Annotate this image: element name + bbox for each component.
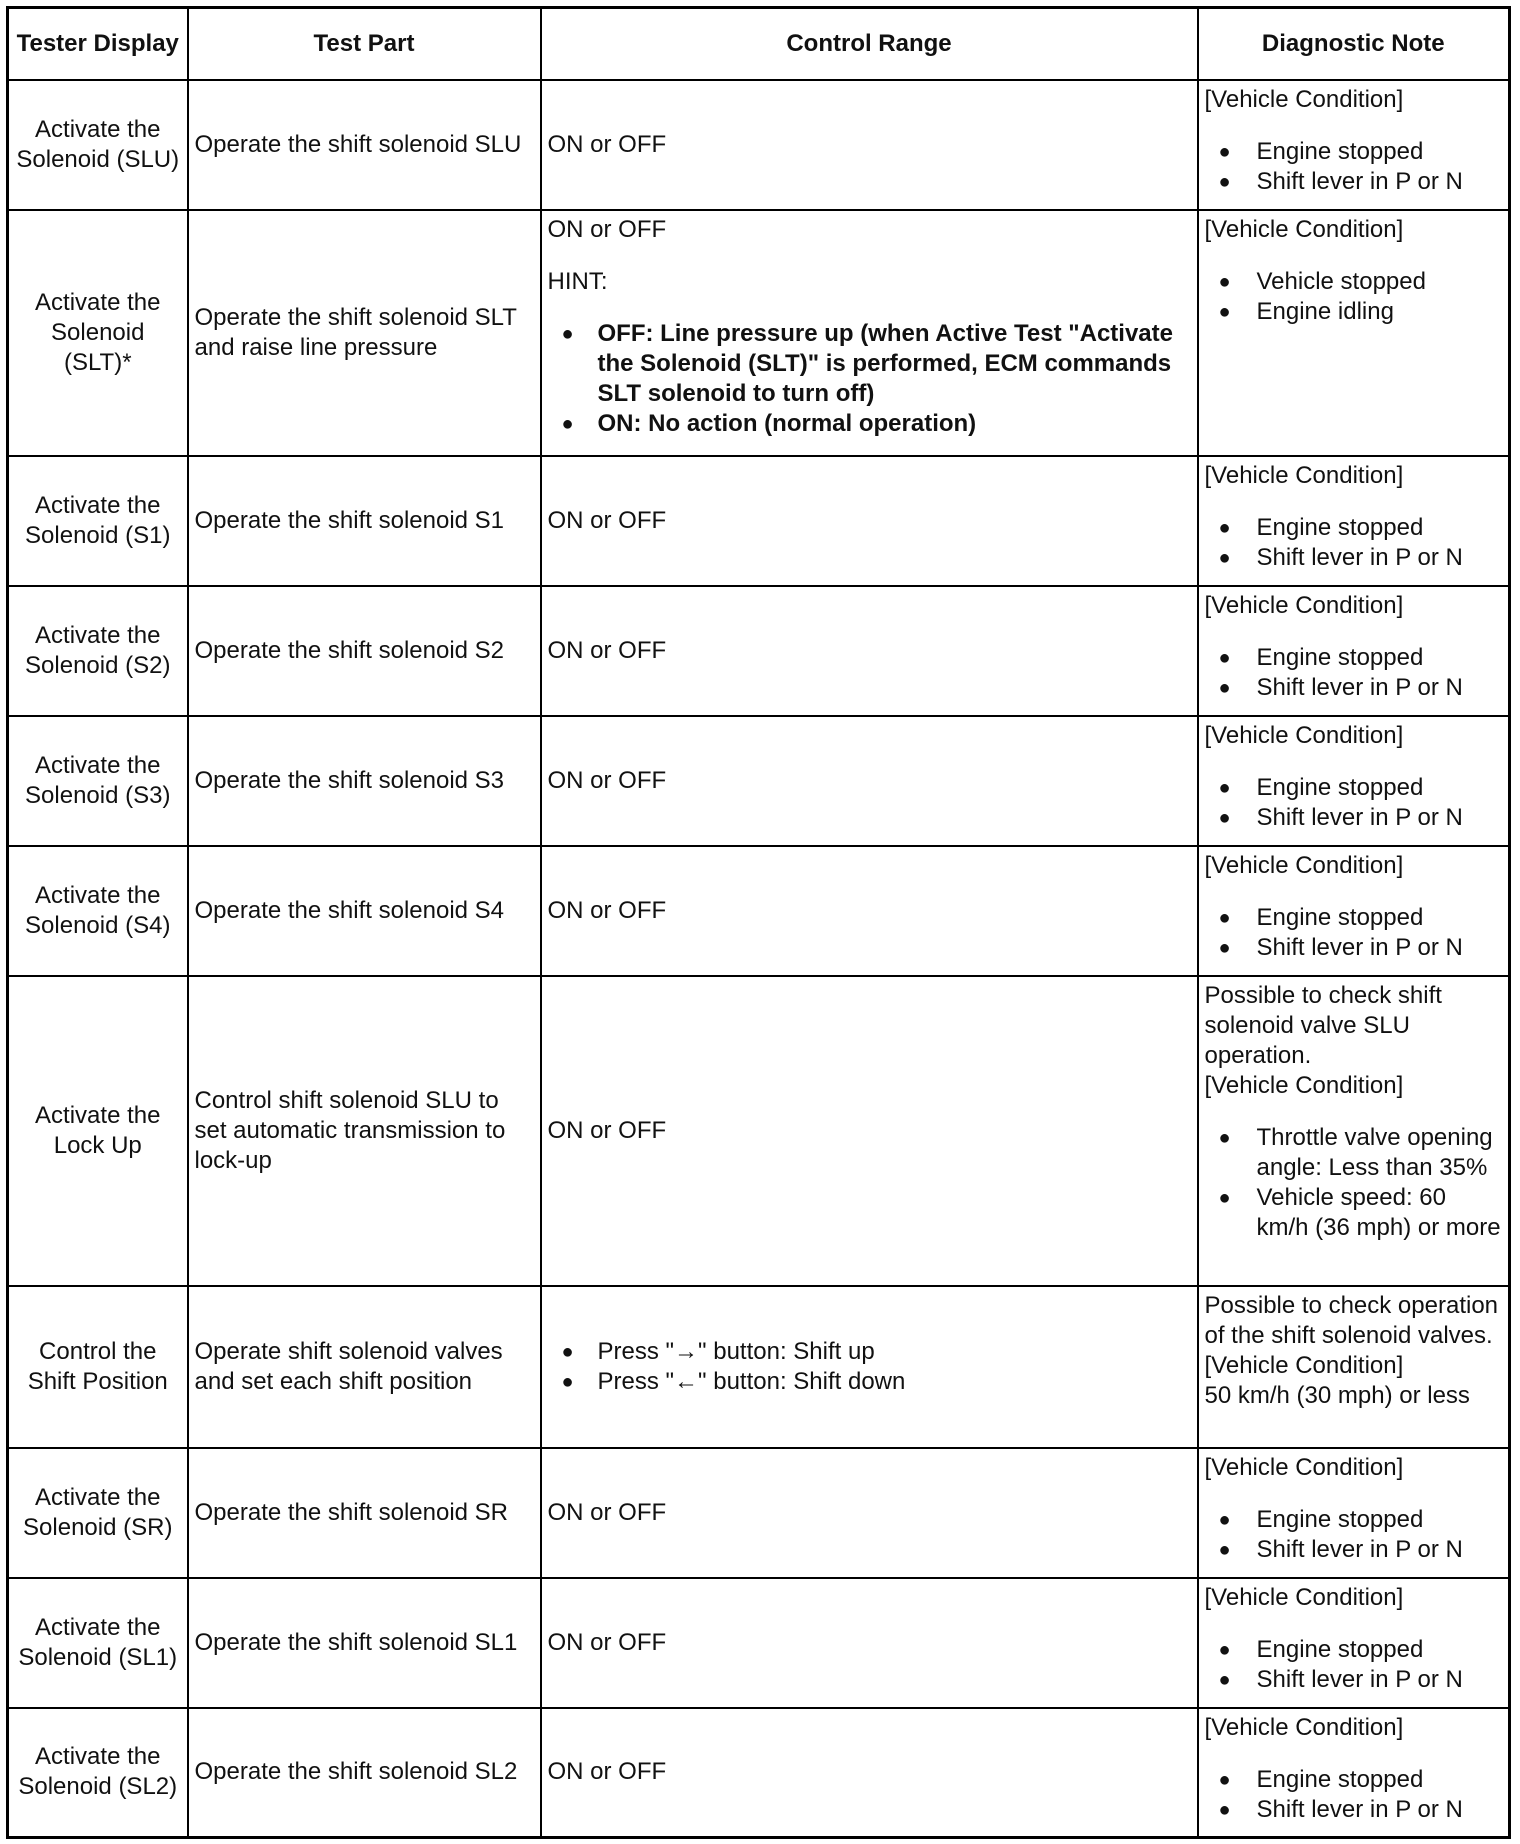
note-text: Possible to check shift solenoid valve SLU operation. (1204, 981, 1442, 1069)
condition-item: ● Shift lever in P or N (1205, 933, 1503, 963)
tester-display-cell: Activate the Solenoid (SLT)* (8, 210, 188, 456)
hint-list (548, 319, 1191, 439)
condition-list (1205, 903, 1503, 963)
test-part-cell: Control shift solenoid SLU to set automatic transmission to lock-up (188, 976, 541, 1286)
note-text: 50 km/h (30 mph) or less (1204, 1381, 1470, 1409)
control-range-cell (541, 1286, 1198, 1448)
control-range-cell (541, 846, 1198, 976)
vehicle-condition-label: [Vehicle Condition] (1204, 461, 1404, 489)
hint-item: ● ON: No action (normal operation) (548, 409, 1191, 439)
table-row (8, 1708, 1510, 1838)
diagnostic-note-cell (1198, 716, 1510, 846)
condition-item: ● Engine stopped (1205, 513, 1503, 543)
condition-item: ● Shift lever in P or N (1205, 1795, 1503, 1825)
hint-label: HINT: (547, 267, 608, 295)
header-row (8, 8, 1510, 80)
table-body (8, 80, 1510, 1838)
condition-item: ● Engine stopped (1205, 643, 1503, 673)
control-range-cell (541, 976, 1198, 1286)
tester-display-cell: Control the Shift Position (8, 1286, 188, 1448)
table-row (8, 456, 1510, 586)
spacer (1205, 245, 1503, 267)
diagnostic-note-cell (1198, 210, 1510, 456)
tester-display-cell: Activate the Solenoid (S4) (8, 846, 188, 976)
control-range-cell (541, 1708, 1198, 1838)
tester-display-cell: Activate the Solenoid (SL2) (8, 1708, 188, 1838)
condition-list (1205, 1505, 1503, 1565)
header-tester-display: Tester Display (8, 8, 188, 80)
test-part-cell: Operate the shift solenoid SLT and raise line pressure (188, 210, 541, 456)
note-text: Possible to check operation of the shift solenoid valves. (1204, 1291, 1499, 1349)
vehicle-condition-label: [Vehicle Condition] (1204, 591, 1404, 619)
control-range-value: ON or OFF (547, 215, 667, 243)
vehicle-condition-label: [Vehicle Condition] (1204, 215, 1404, 243)
condition-list (1205, 137, 1503, 197)
header-test-part: Test Part (188, 8, 541, 80)
control-range-cell (541, 210, 1198, 456)
control-range-value: ON or OFF (547, 636, 667, 664)
vehicle-condition-label: [Vehicle Condition] (1204, 851, 1404, 879)
test-part-cell: Operate the shift solenoid SL1 (188, 1578, 541, 1708)
tester-display-cell: Activate the Solenoid (S2) (8, 586, 188, 716)
test-part-cell: Operate shift solenoid valves and set each shift position (188, 1286, 541, 1448)
vehicle-condition-label: [Vehicle Condition] (1204, 1071, 1404, 1099)
condition-list (1205, 1765, 1503, 1825)
condition-item: ● Engine stopped (1205, 773, 1503, 803)
tester-display-cell: Activate the Solenoid (S3) (8, 716, 188, 846)
diagnostic-note-cell (1198, 1448, 1510, 1578)
condition-item: ● Shift lever in P or N (1205, 1535, 1503, 1565)
spacer (1205, 621, 1503, 643)
table-row (8, 716, 1510, 846)
control-range-cell (541, 80, 1198, 210)
tester-display-cell: Activate the Solenoid (S1) (8, 456, 188, 586)
tester-display-cell: Activate the Solenoid (SLU) (8, 80, 188, 210)
spacer (1205, 115, 1503, 137)
condition-item: ● Engine stopped (1205, 903, 1503, 933)
table-row (8, 1578, 1510, 1708)
diagnostic-note-cell (1198, 1286, 1510, 1448)
test-part-cell: Operate the shift solenoid S3 (188, 716, 541, 846)
control-range-value: ON or OFF (547, 1498, 667, 1526)
spacer (548, 297, 1191, 319)
condition-list (1205, 1635, 1503, 1695)
spacer (1205, 881, 1503, 903)
test-part-cell: Operate the shift solenoid SR (188, 1448, 541, 1578)
vehicle-condition-label: [Vehicle Condition] (1204, 85, 1404, 113)
test-part-cell: Operate the shift solenoid S1 (188, 456, 541, 586)
condition-item: ● Throttle valve opening angle: Less than 35% (1205, 1123, 1503, 1183)
control-range-value: ON or OFF (547, 506, 667, 534)
condition-list (1205, 513, 1503, 573)
diagnostic-note-cell (1198, 586, 1510, 716)
control-range-value: ON or OFF (547, 896, 667, 924)
control-range-item: ● Press "←" button: Shift down (548, 1367, 1191, 1397)
condition-item: ● Engine stopped (1205, 1635, 1503, 1665)
condition-item: ● Engine idling (1205, 297, 1503, 327)
diagnostic-note-cell (1198, 80, 1510, 210)
condition-item: ● Shift lever in P or N (1205, 803, 1503, 833)
diagnostic-note-cell (1198, 846, 1510, 976)
test-part-cell: Operate the shift solenoid SLU (188, 80, 541, 210)
table-row (8, 80, 1510, 210)
condition-item: ● Shift lever in P or N (1205, 543, 1503, 573)
tester-display-cell: Activate the Lock Up (8, 976, 188, 1286)
vehicle-condition-label: [Vehicle Condition] (1204, 721, 1404, 749)
control-range-cell (541, 456, 1198, 586)
control-range-cell (541, 1448, 1198, 1578)
spacer (1205, 1743, 1503, 1765)
table-row (8, 846, 1510, 976)
header-control-range: Control Range (541, 8, 1198, 80)
control-range-cell (541, 716, 1198, 846)
control-range-list (548, 1337, 1191, 1397)
spacer (1205, 1101, 1503, 1123)
tester-display-cell: Activate the Solenoid (SR) (8, 1448, 188, 1578)
spacer (1205, 1613, 1503, 1635)
tester-display-cell: Activate the Solenoid (SL1) (8, 1578, 188, 1708)
condition-item: ● Engine stopped (1205, 1765, 1503, 1795)
diagnostic-note-cell (1198, 976, 1510, 1286)
diagnostic-note-cell (1198, 1578, 1510, 1708)
control-range-value: ON or OFF (547, 1758, 667, 1786)
condition-list (1205, 1123, 1503, 1243)
spacer (1205, 751, 1503, 773)
condition-list (1205, 643, 1503, 703)
table-row (8, 976, 1510, 1286)
control-range-cell (541, 586, 1198, 716)
spacer (1205, 491, 1503, 513)
vehicle-condition-label: [Vehicle Condition] (1204, 1351, 1404, 1379)
condition-item: ● Vehicle speed: 60 km/h (36 mph) or more (1205, 1183, 1503, 1243)
diagnostic-note-cell (1198, 456, 1510, 586)
condition-item: ● Vehicle stopped (1205, 267, 1503, 297)
diagnostic-note-cell (1198, 1708, 1510, 1838)
condition-item: ● Shift lever in P or N (1205, 673, 1503, 703)
test-part-cell: Operate the shift solenoid SL2 (188, 1708, 541, 1838)
control-range-value: ON or OFF (547, 1628, 667, 1656)
spacer (548, 245, 1191, 267)
table-row (8, 210, 1510, 456)
condition-list (1205, 267, 1503, 327)
table-row (8, 1286, 1510, 1448)
control-range-value: ON or OFF (547, 130, 667, 158)
hint-item: ● OFF: Line pressure up (when Active Test "Activate the Solenoid (SLT)" is performed, ECM commands SLT solenoid to turn off) (548, 319, 1191, 409)
control-range-cell (541, 1578, 1198, 1708)
control-range-value: ON or OFF (547, 766, 667, 794)
control-range-value: ON or OFF (547, 1116, 667, 1144)
header-diagnostic-note: Diagnostic Note (1198, 8, 1510, 80)
condition-item: ● Engine stopped (1205, 137, 1503, 167)
vehicle-condition-label: [Vehicle Condition] (1204, 1453, 1404, 1481)
condition-item: ● Shift lever in P or N (1205, 1665, 1503, 1695)
table-row (8, 1448, 1510, 1578)
active-test-table (6, 6, 1511, 1839)
vehicle-condition-label: [Vehicle Condition] (1204, 1583, 1404, 1611)
test-part-cell: Operate the shift solenoid S2 (188, 586, 541, 716)
condition-list (1205, 773, 1503, 833)
condition-item: ● Engine stopped (1205, 1505, 1503, 1535)
control-range-item: ● Press "→" button: Shift up (548, 1337, 1191, 1367)
vehicle-condition-label: [Vehicle Condition] (1204, 1713, 1404, 1741)
test-part-cell: Operate the shift solenoid S4 (188, 846, 541, 976)
spacer (1205, 1483, 1503, 1505)
condition-item: ● Shift lever in P or N (1205, 167, 1503, 197)
table-row (8, 586, 1510, 716)
